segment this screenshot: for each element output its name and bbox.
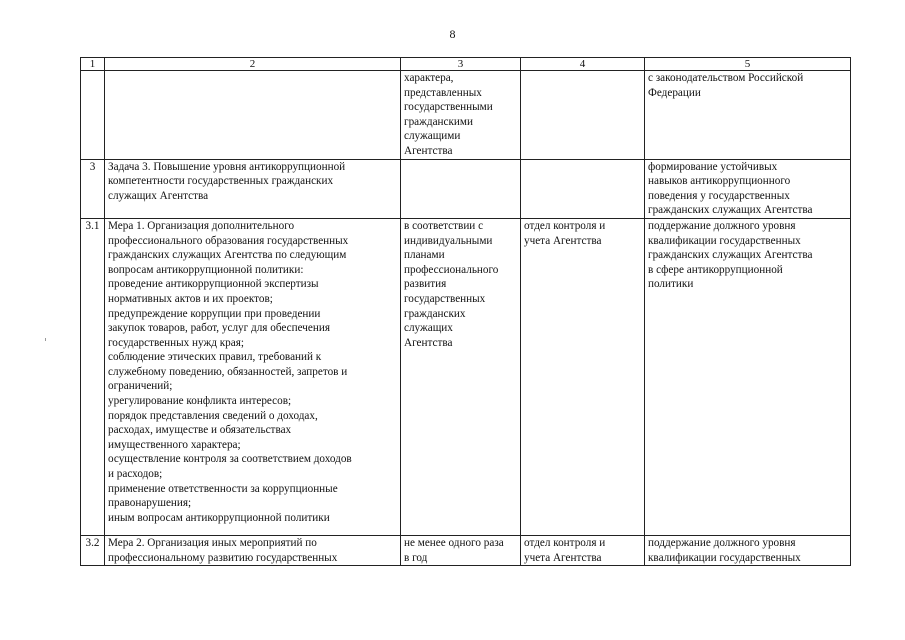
- table-row: [81, 71, 851, 160]
- deadline-cell: характера, представленных государственными гражданскими служащими Агентства: [401, 71, 521, 160]
- deadline-cell: в соответствии с индивидуальными планами профессионального развития государственных гражданских служащих Агентства: [401, 218, 521, 535]
- result-cell: поддержание должного уровня квалификации государственных: [645, 535, 851, 565]
- row-number: 3.2: [81, 535, 105, 565]
- column-header: 1: [81, 58, 105, 71]
- table-row: [81, 159, 851, 218]
- measure-cell: Мера 2. Организация иных мероприятий по профессиональному развитию государственных: [105, 535, 401, 565]
- table-row: [81, 535, 851, 565]
- result-cell: формирование устойчивых навыков антикоррупционного поведения у государственных гражданских служащих Агентства: [645, 159, 851, 218]
- table-header-row: [81, 58, 851, 71]
- row-number: [81, 71, 105, 160]
- column-header: 5: [645, 58, 851, 71]
- result-cell: с законодательством Российской Федерации: [645, 71, 851, 160]
- column-header: 4: [521, 58, 645, 71]
- column-header: 3: [401, 58, 521, 71]
- row-number: 3.1: [81, 218, 105, 535]
- deadline-cell: [401, 159, 521, 218]
- responsible-cell: [521, 71, 645, 160]
- deadline-cell: не менее одного раза в год: [401, 535, 521, 565]
- row-number: 3: [81, 159, 105, 218]
- measures-table: [80, 57, 851, 566]
- measure-cell: Задача 3. Повышение уровня антикоррупционной компетентности государственных гражданских служащих Агентства: [105, 159, 401, 218]
- table-row: [81, 218, 851, 535]
- page-number: 8: [449, 27, 456, 41]
- result-cell: поддержание должного уровня квалификации государственных гражданских служащих Агентства в сфере антикоррупционной политики: [645, 218, 851, 535]
- measure-cell: Мера 1. Организация дополнительного профессионального образования государственных гражданских служащих Агентства по следующим вопросам антикоррупционной политики: проведение антикоррупционной экспертизы нормативных актов и их проектов; предупреждение коррупции при проведении закупок товаров, работ, услуг для обеспечения государственных нужд края; соблюдение этических правил, требований к служебному поведению, обязанностей, запретов и ограничений; урегулирование конфликта интересов; порядок представления сведений о доходах, расходах, имуществе и обязательствах имущественного характера; осуществление контроля за соответствием доходов и расходов; применение ответственности за коррупционные правонарушения; иным вопросам антикоррупционной политики: [105, 218, 401, 535]
- scan-mark: [45, 338, 46, 341]
- responsible-cell: [521, 159, 645, 218]
- responsible-cell: отдел контроля и учета Агентства: [521, 535, 645, 565]
- measure-cell: [105, 71, 401, 160]
- column-header: 2: [105, 58, 401, 71]
- responsible-cell: отдел контроля и учета Агентства: [521, 218, 645, 535]
